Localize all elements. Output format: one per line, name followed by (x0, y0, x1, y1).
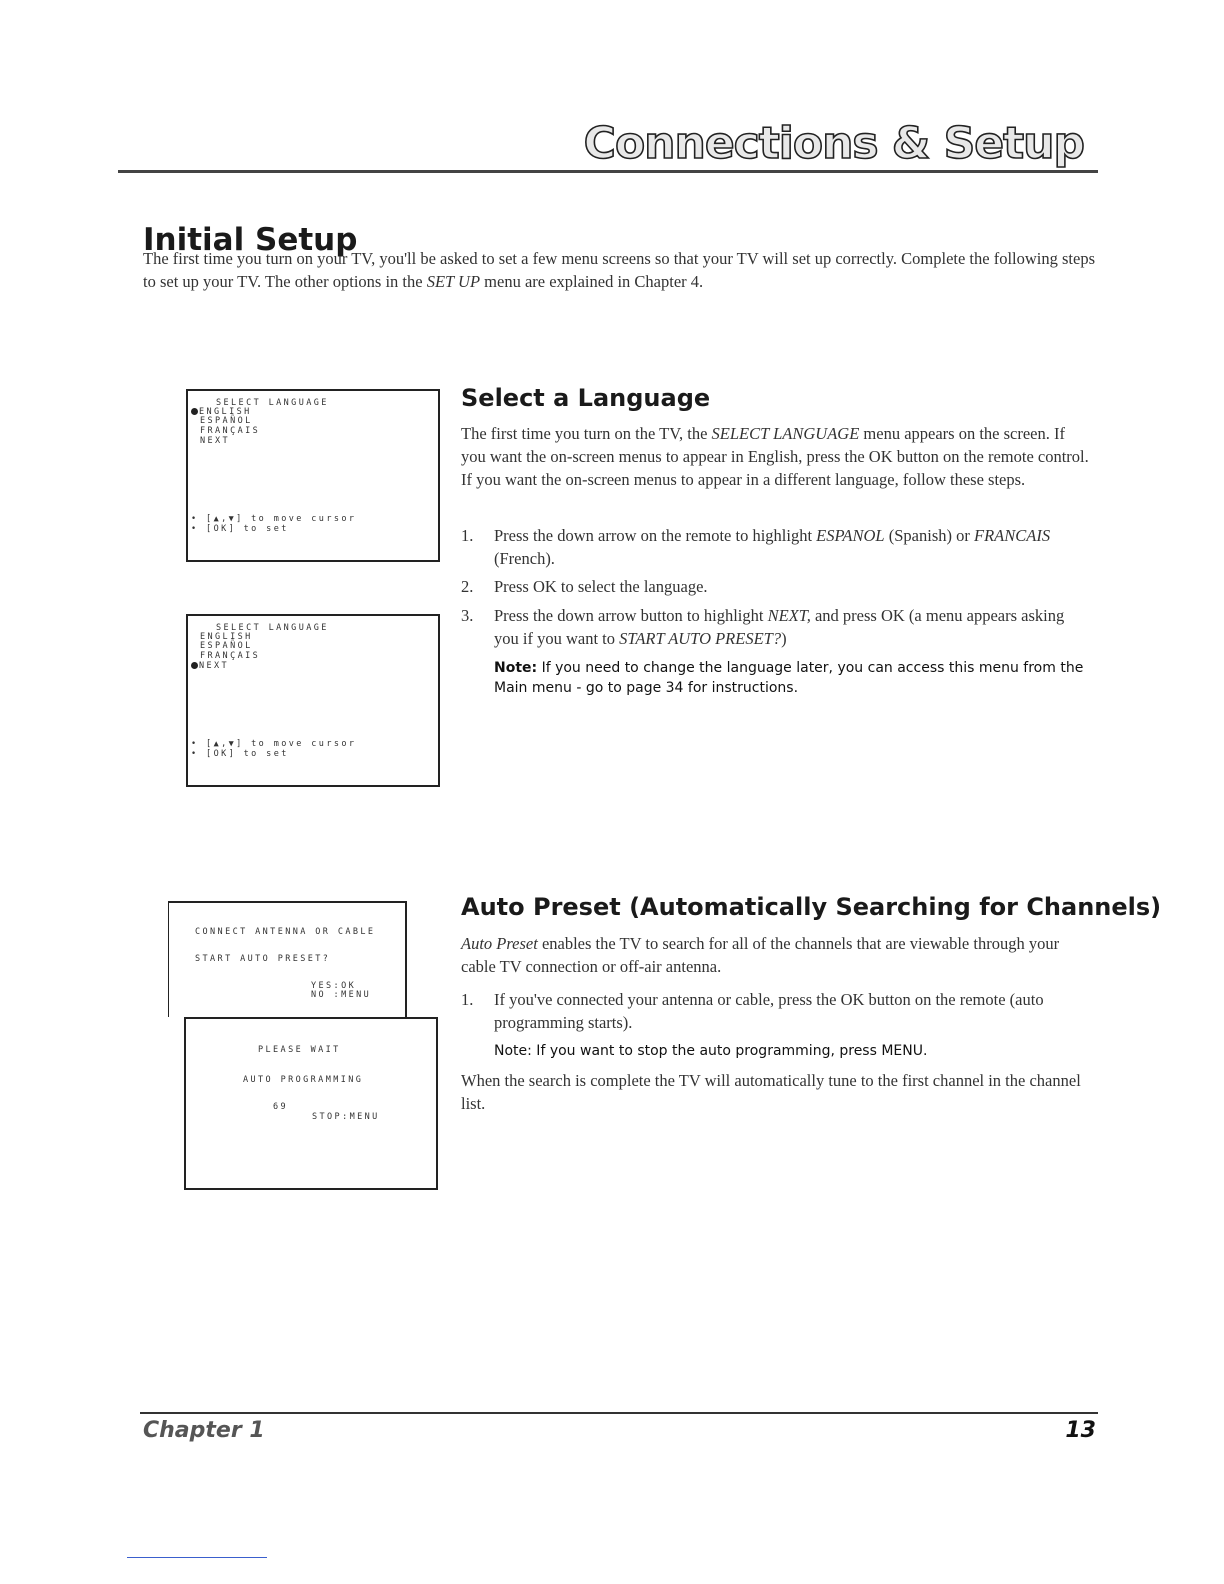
page-title: Initial Setup (143, 222, 358, 258)
screen-title: SELECT LANGUAGE (216, 398, 329, 408)
option-next: NEXT (199, 661, 230, 671)
tv-screen-auto-programming (184, 1017, 438, 1190)
tv-screen-start-auto-preset (168, 901, 407, 1017)
start-auto-preset-text: START AUTO PRESET? (195, 954, 331, 964)
text-span: (Spanish) or (884, 526, 974, 545)
note-text: If you need to change the language later, you can access this menu from the Main menu - go to page 34 for instructions. (494, 660, 1084, 696)
tv-screen-select-language-next: SELECT LANGUAGE ENGLISH ESPAÑOL FRANÇAIS NEXT • [▲,▼] to move cursor • [OK] to set (186, 614, 440, 787)
screen-title: SELECT LANGUAGE (216, 623, 329, 633)
intro-menu-name: SET UP (426, 272, 481, 291)
option-francais-ref: FRANCAIS (974, 526, 1051, 545)
step-number: 3. (461, 606, 474, 625)
note-text: If you want to stop the auto programming, press MENU. (531, 1043, 928, 1059)
please-wait-text: PLEASE WAIT (258, 1045, 341, 1055)
section-header-title: Connections & Setup (583, 118, 1084, 169)
cursor-bullet-icon (191, 662, 198, 669)
option-next-ref: NEXT, (767, 606, 811, 625)
select-language-paragraph (461, 422, 1091, 491)
auto-programming-text: AUTO PROGRAMMING (243, 1075, 364, 1085)
hint-move-cursor: [▲,▼] to move cursor (206, 514, 357, 524)
text-span: The first time you turn on the TV, the (461, 424, 712, 443)
text-span: enables the TV to search for all of the channels that are viewable through your cable TV connection or off-air antenna. (461, 934, 1060, 976)
connect-antenna-text: CONNECT ANTENNA OR CABLE (195, 927, 376, 937)
hint-move-cursor: [▲,▼] to move cursor (206, 739, 357, 749)
intro-paragraph (143, 247, 1103, 293)
tv-screen-select-language-english: SELECT LANGUAGE ENGLISH ESPAÑOL FRANÇAIS NEXT • [▲,▼] to move cursor • [OK] to set (186, 389, 440, 562)
hint-ok-set: [OK] to set (206, 749, 289, 759)
header-divider (118, 170, 1098, 173)
select-language-note (494, 658, 1084, 698)
auto-preset-closing-paragraph: When the search is complete the TV will automatically tune to the first channel in the channel list. (461, 1071, 1081, 1113)
bottom-link-underline (127, 1557, 267, 1558)
auto-preset-term: Auto Preset (461, 934, 538, 953)
option-francais: FRANÇAIS (200, 426, 261, 436)
step-text: Press OK to select the language. (494, 577, 708, 596)
select-language-step-1 (461, 524, 1091, 570)
note-label: Note: (494, 660, 538, 676)
text-span: ) (781, 629, 787, 648)
option-espanol: ESPAÑOL (200, 416, 253, 426)
text-span: menu appears on the screen. If you want the on-screen menus to appear in English, press the OK button on the remote control. If you want the on-screen menus to appear in a different language, follow these steps. (461, 424, 1089, 489)
menu-name-select-language: SELECT LANGUAGE (711, 424, 860, 443)
stop-menu-option: STOP:MENU (312, 1112, 380, 1122)
step-number: 1. (461, 526, 474, 545)
footer-chapter: Chapter 1 (143, 1418, 265, 1443)
option-espanol: ESPAÑOL (200, 641, 253, 651)
option-francais: FRANÇAIS (200, 651, 261, 661)
auto-preset-paragraph (461, 932, 1086, 978)
text-span: and press OK (a menu appears asking you if you want to (494, 606, 1065, 648)
select-language-step-2 (461, 575, 1091, 598)
channel-number: 69 (273, 1102, 289, 1112)
intro-text-1: The first time you turn on your TV, you'll be asked to set a few menu screens so that your TV will set up correctly. Complete the following steps to set up your TV. The other options in the (143, 249, 1096, 291)
start-auto-preset-ref: START AUTO PRESET? (619, 629, 782, 648)
cursor-bullet-icon (191, 408, 198, 415)
select-language-step-3 (461, 604, 1091, 650)
text-span: Press the down arrow button to highlight (494, 606, 768, 625)
auto-preset-step-1 (461, 988, 1091, 1034)
step-number: 1. (461, 990, 474, 1009)
option-espanol-ref: ESPANOL (816, 526, 885, 545)
step-text: If you've connected your antenna or cable, press the OK button on the remote (auto programming starts). (494, 990, 1044, 1032)
option-english: ENGLISH (199, 407, 252, 417)
auto-preset-heading: Auto Preset (Automatically Searching for Channels) (461, 893, 1162, 921)
hint-ok-set: [OK] to set (206, 524, 289, 534)
text-span: Press the down arrow on the remote to highlight (494, 526, 817, 545)
auto-preset-note (494, 1041, 1084, 1061)
intro-text-2: menu are explained in Chapter 4. (480, 272, 704, 291)
step-number: 2. (461, 577, 474, 596)
yes-ok-option: YES:OK (311, 981, 357, 991)
select-language-heading: Select a Language (461, 384, 711, 412)
footer-divider (140, 1412, 1098, 1414)
footer-page-number: 13 (1065, 1418, 1096, 1443)
option-next: NEXT (200, 436, 231, 446)
text-span: (French). (494, 549, 555, 568)
option-english: ENGLISH (200, 632, 253, 642)
note-label: Note: (494, 1043, 532, 1059)
no-menu-option: NO :MENU (311, 990, 372, 1000)
